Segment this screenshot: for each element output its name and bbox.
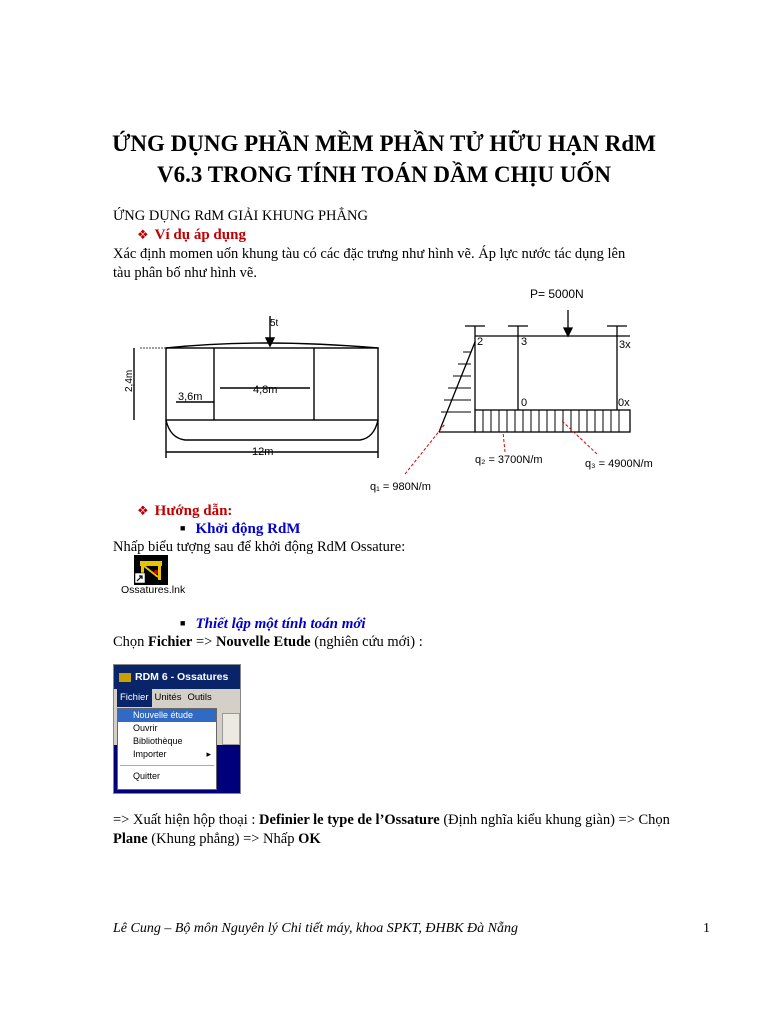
ship-frame-figure	[110, 308, 400, 468]
submenu-arrow-icon: ▸	[206, 749, 211, 759]
setup-heading	[180, 615, 366, 633]
menu-item-quitter[interactable]: Quitter	[133, 771, 161, 781]
node-0x-label: 0x	[618, 397, 630, 409]
start-heading	[180, 520, 300, 538]
node-3x-label: 3x	[619, 339, 631, 351]
menu-item-importer-label: Importer	[133, 749, 167, 759]
left-width-label: 3,6m	[178, 391, 203, 403]
fichier-dropdown	[117, 708, 217, 790]
guide-heading-text: Hướng dẫn:	[154, 503, 233, 519]
dialog-text-mid: (Định nghĩa kiểu khung giàn) => Chọn	[439, 812, 670, 828]
setup-paragraph	[113, 633, 713, 652]
setup-text-prefix: Chọn	[113, 634, 149, 650]
setup-nouvelle-etude: Nouvelle Etude	[215, 634, 311, 650]
mid-width-label: 4,8m	[253, 384, 278, 396]
example-text-line-2: tàu phân bố như hình vẽ.	[113, 265, 257, 281]
node-2-label: 2	[477, 336, 484, 348]
q2-label: q₂ = 3700N/m	[475, 454, 543, 466]
example-paragraph	[113, 245, 713, 283]
dialog-text-prefix: => Xuất hiện hộp thoại :	[113, 812, 260, 828]
dialog-paragraph	[113, 811, 713, 849]
total-width-label: 12m	[252, 446, 274, 458]
ossatures-shortcut-icon[interactable]	[134, 555, 168, 585]
node-0-label: 0	[521, 397, 528, 409]
setup-fichier: Fichier	[148, 634, 193, 650]
window-titlebar	[114, 665, 240, 689]
frame-model-figure	[365, 282, 705, 502]
height-label: 2,4m	[124, 369, 135, 392]
menu-bar	[114, 689, 240, 707]
dialog-plane: Plane	[113, 831, 148, 847]
square-bullet-icon: ■	[180, 523, 186, 533]
menu-unites[interactable]: Unités	[154, 692, 182, 703]
window-toolbar-panel	[222, 713, 240, 745]
diamond-bullet-icon: ❖	[137, 503, 149, 518]
point-load-label: P= 5000N	[530, 287, 584, 301]
start-text: Nhấp biểu tượng sau để khởi động RdM Ossature:	[113, 539, 406, 555]
q1-label: q₁ = 980N/m	[370, 481, 431, 493]
setup-heading-text: Thiết lập một tính toán mới	[195, 616, 366, 632]
title-line-2: V6.3 TRONG TÍNH TOÁN DẦM CHỊU UỐN	[157, 162, 611, 187]
menu-item-importer[interactable]	[118, 748, 216, 761]
page-footer: Lê Cung – Bộ môn Nguyên lý Chi tiết máy, khoa SPKT, ĐHBK Đà Nẵng	[113, 921, 518, 936]
setup-text-suffix: (nghiên cứu mới) :	[310, 634, 423, 650]
menu-item-nouvelle-etude[interactable]: Nouvelle étude	[118, 709, 216, 722]
dialog-text-mid2: (Khung phẳng) => Nhấp	[147, 831, 299, 847]
rdm-window-screenshot	[113, 664, 241, 794]
guide-heading	[137, 502, 232, 520]
app-icon	[119, 673, 131, 682]
square-bullet-icon: ■	[180, 618, 186, 628]
example-heading-text: Ví dụ áp dụng	[154, 227, 246, 243]
q3-label: q₃ = 4900N/m	[585, 458, 653, 470]
example-heading	[137, 226, 246, 244]
title-line-1: ỨNG DỤNG PHẦN MỀM PHẦN TỬ HỮU HẠN RdM	[112, 131, 656, 156]
menu-item-bibliotheque[interactable]: Bibliothèque	[133, 736, 183, 746]
dialog-ok: OK	[298, 831, 321, 847]
window-title: RDM 6 - Ossatures	[135, 671, 229, 683]
setup-arrow: =>	[192, 634, 216, 650]
menu-separator	[120, 765, 214, 766]
start-heading-text: Khởi động RdM	[195, 521, 301, 537]
section-heading: ỨNG DỤNG RdM GIẢI KHUNG PHẲNG	[113, 208, 368, 224]
node-3-label: 3	[521, 336, 528, 348]
dialog-type-ossature: Definier le type de l’Ossature	[259, 812, 440, 828]
menu-outils[interactable]: Outils	[187, 692, 212, 703]
example-text-line-1: Xác định momen uốn khung tàu có các đặc trưng như hình vẽ. Áp lực nước tác dụng lên	[113, 246, 626, 262]
document-title	[0, 128, 768, 190]
page-number: 1	[703, 921, 710, 936]
diamond-bullet-icon: ❖	[137, 227, 149, 242]
load-5t-label: 5t	[270, 318, 279, 329]
menu-fichier[interactable]: Fichier	[117, 689, 152, 707]
menu-item-ouvrir[interactable]: Ouvrir	[133, 723, 158, 733]
ossatures-shortcut-label: Ossatures.lnk	[121, 584, 186, 596]
